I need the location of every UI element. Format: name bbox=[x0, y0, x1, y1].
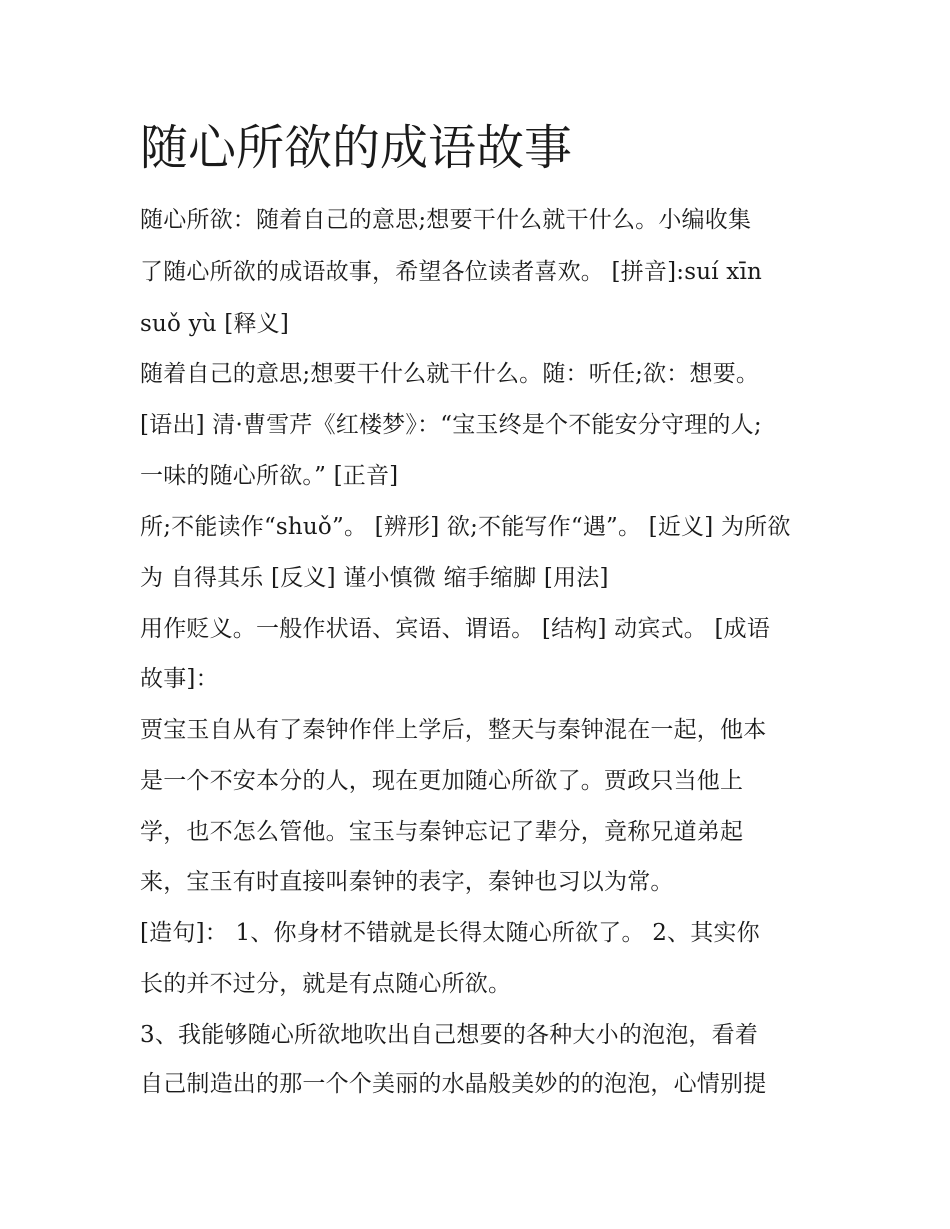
text-line: 贾宝玉自从有了秦钟作伴上学后，整天与秦钟混在一起，他本 bbox=[140, 717, 767, 743]
text-line: 用作贬义。一般作状语、宾语、谓语。 [结构] 动宾式。 [成语 bbox=[140, 616, 771, 642]
text-line: suǒ yù [释义] bbox=[140, 311, 290, 337]
text-line: 随着自己的意思;想要干什么就干什么。随：听任;欲：想要。 bbox=[140, 361, 760, 387]
text-line: [语出] 清·曹雪芹《红楼梦》：“宝玉终是个不能安分守理的人; bbox=[140, 412, 762, 438]
text-line: 故事]： bbox=[140, 666, 219, 692]
text-line: 为 自得其乐 [反义] 谨小慎微 缩手缩脚 [用法] bbox=[140, 565, 609, 591]
text-line: [造句]： 1、你身材不错就是长得太随心所欲了。 2、其实你 bbox=[140, 920, 760, 946]
text-line: 长的并不过分，就是有点随心所欲。 bbox=[140, 971, 512, 997]
document-title: 随心所欲的成语故事 bbox=[140, 120, 573, 176]
text-line: 自己制造出的那一个个美丽的水晶般美妙的的泡泡，心情别提 bbox=[140, 1071, 767, 1097]
text-line: 3、我能够随心所欲地吹出自己想要的各种大小的泡泡，看着 bbox=[140, 1022, 759, 1048]
text-line: 随心所欲：随着自己的意思;想要干什么就干什么。小编收集 bbox=[140, 207, 752, 233]
text-line: 来，宝玉有时直接叫秦钟的表字，秦钟也习以为常。 bbox=[140, 869, 674, 895]
text-line: 是一个不安本分的人，现在更加随心所欲了。贾政只当他上 bbox=[140, 768, 744, 794]
text-line: 学，也不怎么管他。宝玉与秦钟忘记了辈分，竟称兄道弟起 bbox=[140, 819, 744, 845]
text-line: 所;不能读作“shuǒ”。 [辨形] 欲;不能写作“遇”。 [近义] 为所欲 bbox=[140, 514, 791, 540]
text-line: 了随心所欲的成语故事，希望各位读者喜欢。 [拼音]:suí xīn bbox=[140, 259, 763, 285]
text-line: 一味的随心所欲。” [正音] bbox=[140, 463, 399, 489]
